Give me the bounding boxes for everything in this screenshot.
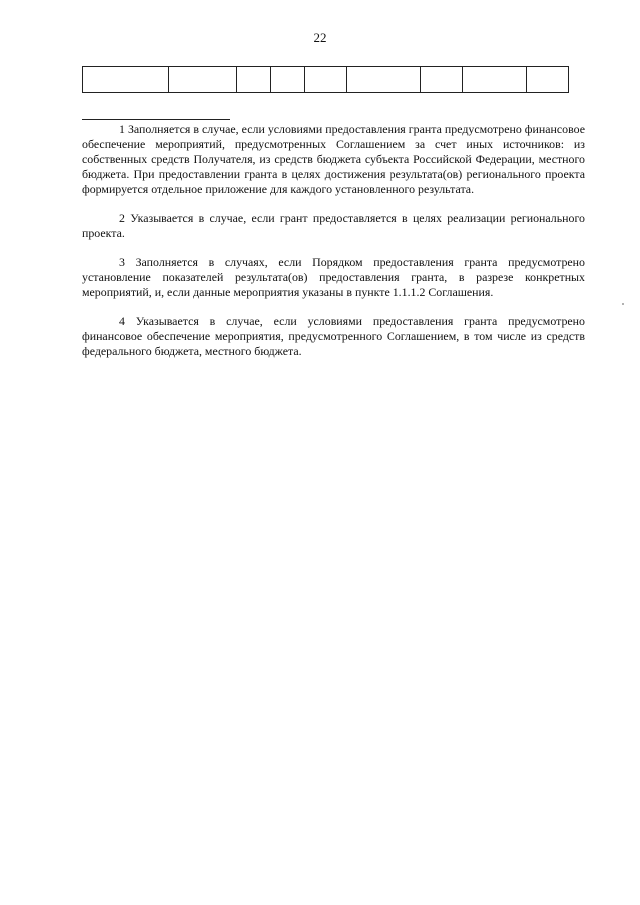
table-cell [237, 67, 271, 93]
table-continuation-row [82, 66, 569, 93]
footnote-3: 3 Заполняется в случаях, если Порядком предоставления гранта предусмотрено установление показателей результата(ов) предоставления гранта, в разрезе конкретных мероприятий, и, если данные мероприятия указаны в пункте 1.1.1.2 Соглашения. [82, 255, 585, 299]
page-number: 22 [313, 30, 327, 45]
scan-speck [622, 303, 624, 305]
footnote-4: 4 Указывается в случае, если условиями предоставления гранта предусмотрено финансовое обеспечение мероприятия, предусмотренного Соглашением, в том числе из средств федерального бюджета, местного бюджета. [82, 314, 585, 358]
footnotes-section [82, 122, 585, 373]
footnote-1: 1 Заполняется в случае, если условиями предоставления гранта предусмотрено финансовое обеспечение мероприятий, предусмотренных Соглашением за счет иных источников: из собственных средств Получателя, из средств бюджета субъекта Российской Федерации, местного бюджета. При предоставлении гранта в целях достижения результата(ов) регионального проекта формируется отдельное приложение для каждого установленного результата. [82, 122, 585, 196]
table-cell [305, 67, 347, 93]
table-cell [527, 67, 569, 93]
table-cell [421, 67, 463, 93]
table-cell [463, 67, 527, 93]
footnote-separator [82, 119, 230, 120]
table-cell [271, 67, 305, 93]
table-cell [169, 67, 237, 93]
table-cell [83, 67, 169, 93]
footnote-2: 2 Указывается в случае, если грант предоставляется в целях реализации регионального проекта. [82, 211, 585, 240]
table-row [83, 67, 569, 93]
table-cell [347, 67, 421, 93]
